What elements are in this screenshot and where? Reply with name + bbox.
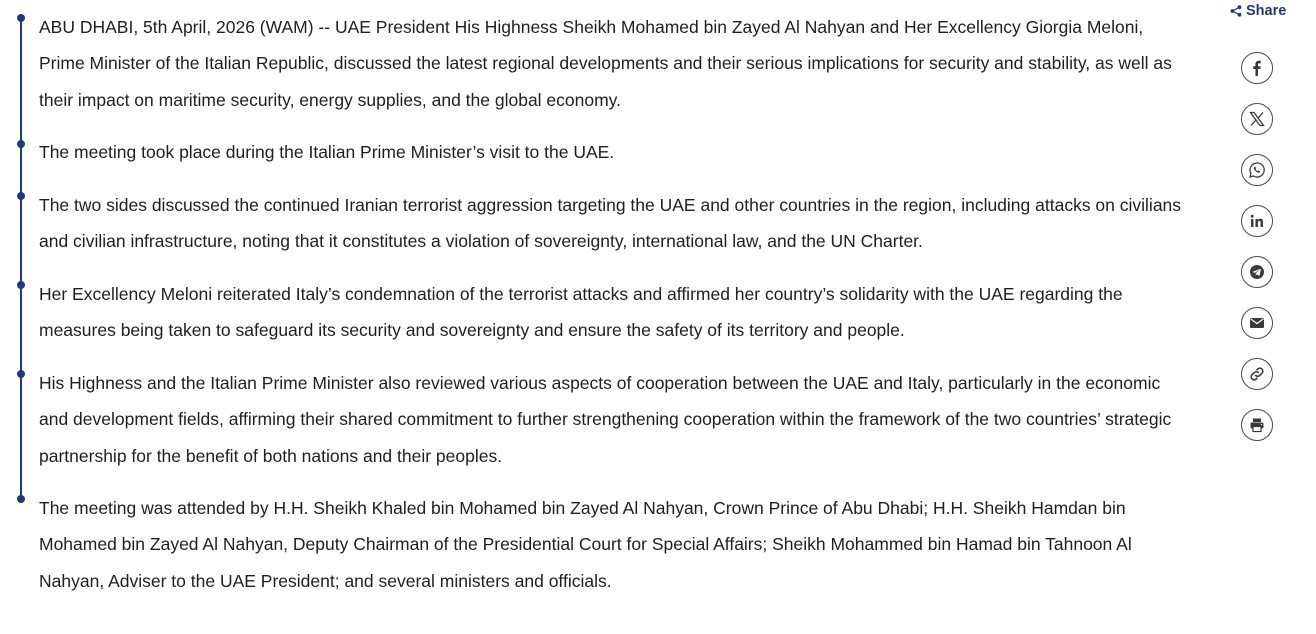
link-icon bbox=[1248, 365, 1266, 383]
timeline-dot bbox=[17, 370, 25, 378]
article-paragraph-1: ABU DHABI, 5th April, 2026 (WAM) -- UAE President His Highness Sheikh Mohamed bin Zayed Al Nahyan and Her Excellency Giorgia Meloni, Prime Minister of the Italian Republic, discussed the latest regional developments and their serious implications for security and stability, as well as their impact on maritime security, energy supplies, and the global economy. bbox=[39, 17, 1172, 110]
article-paragraph-2: The meeting took place during the Italian Prime Minister’s visit to the UAE. bbox=[39, 142, 615, 162]
print-button[interactable] bbox=[1241, 409, 1273, 441]
timeline-dot bbox=[17, 14, 25, 22]
article-paragraph-4: Her Excellency Meloni reiterated Italy’s condemnation of the terrorist attacks and affirmed her country’s solidarity with the UAE regarding the measures being taken to safeguard its security and sovereignty and ensure the safety of its territory and people. bbox=[39, 284, 1123, 341]
share-panel bbox=[1222, 0, 1316, 634]
telegram-icon bbox=[1248, 263, 1266, 281]
article-paragraph-5: His Highness and the Italian Prime Minister also reviewed various aspects of cooperation between the UAE and Italy, particularly in the economic and development fields, affirming their shared commitment to further strengthening cooperation within the framework of the two countries’ strategic partnership for the benefit of both nations and their peoples. bbox=[39, 373, 1172, 466]
x-icon bbox=[1248, 110, 1266, 128]
copy-link-button[interactable] bbox=[1241, 358, 1273, 390]
whatsapp-icon bbox=[1248, 161, 1266, 179]
linkedin-icon bbox=[1248, 212, 1266, 230]
share-icon bbox=[1230, 5, 1242, 17]
share-label: Share bbox=[1246, 3, 1287, 19]
x-share-button[interactable] bbox=[1241, 103, 1273, 135]
email-share-button[interactable] bbox=[1241, 307, 1273, 339]
timeline-dot bbox=[17, 495, 25, 503]
email-icon bbox=[1248, 314, 1266, 332]
facebook-icon bbox=[1248, 59, 1266, 77]
telegram-share-button[interactable] bbox=[1241, 256, 1273, 288]
whatsapp-share-button[interactable] bbox=[1241, 154, 1273, 186]
article-paragraph-3: The two sides discussed the continued Iranian terrorist aggression targeting the UAE and other countries in the region, including attacks on civilians and civilian infrastructure, noting that it constitutes a violation of sovereignty, international law, and the UN Charter. bbox=[39, 195, 1182, 252]
timeline-line bbox=[20, 18, 22, 500]
print-icon bbox=[1248, 416, 1266, 434]
facebook-share-button[interactable] bbox=[1241, 52, 1273, 84]
timeline-dot bbox=[17, 192, 25, 200]
share-header[interactable] bbox=[1230, 2, 1286, 20]
timeline-dot bbox=[17, 281, 25, 289]
linkedin-share-button[interactable] bbox=[1241, 205, 1273, 237]
timeline-dot bbox=[17, 140, 25, 148]
article-paragraph-6: The meeting was attended by H.H. Sheikh Khaled bin Mohamed bin Zayed Al Nahyan, Crown Prince of Abu Dhabi; H.H. Sheikh Hamdan bin Mohamed bin Zayed Al Nahyan, Deputy Chairman of the Presidential Court for Special Affairs; Sheikh Mohammed bin Hamad bin Tahnoon Al Nahyan, Adviser to the UAE President; and several ministers and officials. bbox=[39, 498, 1132, 591]
